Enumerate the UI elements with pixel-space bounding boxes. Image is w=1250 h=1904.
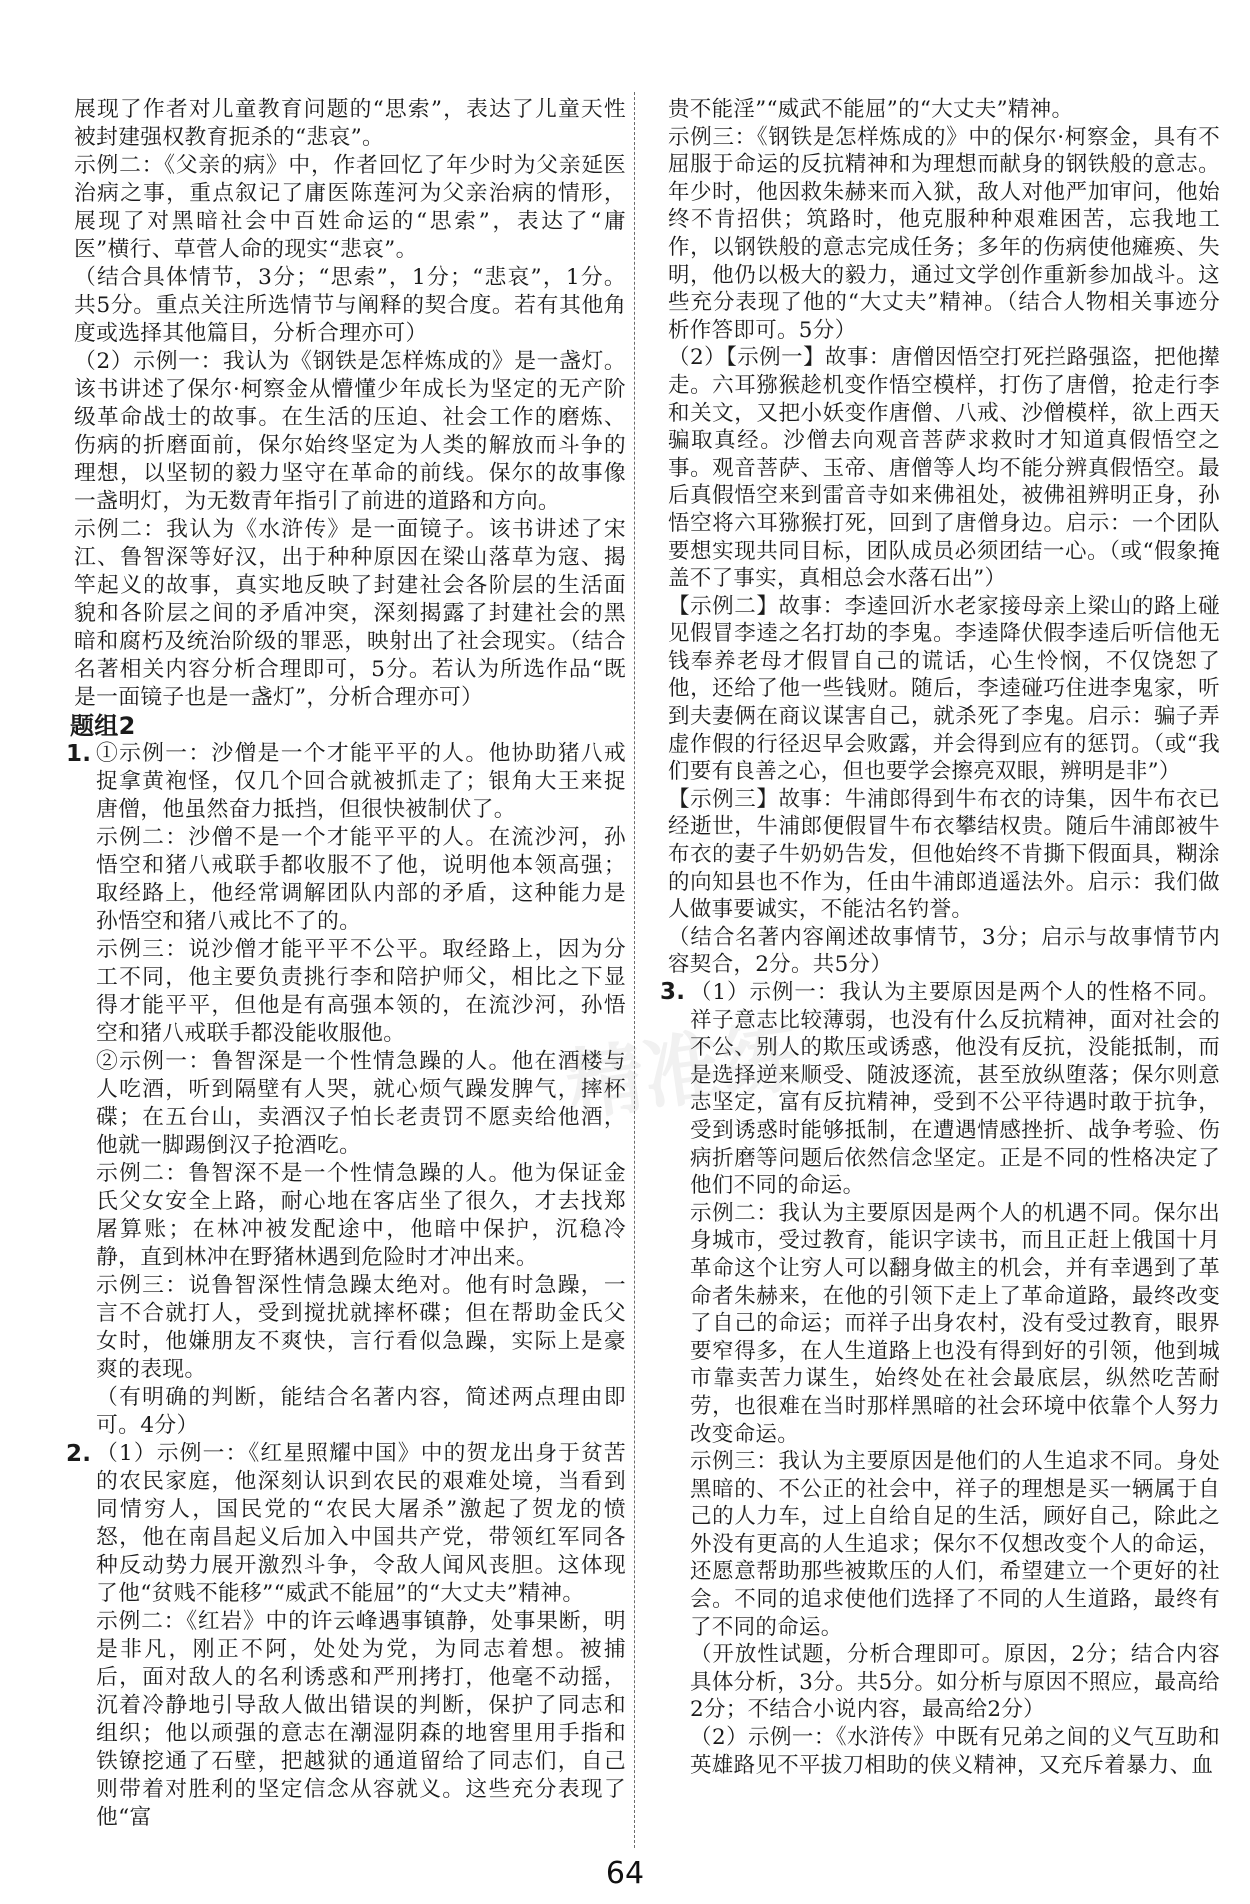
paragraph: 展现了作者对儿童教育问题的“思索”，表达了儿童天性被封建强权教育扼杀的“悲哀”。 <box>74 97 626 150</box>
right-column <box>660 96 1220 1779</box>
paragraph: ②示例一：鲁智深是一个性情急躁的人。他在酒楼与人吃酒，听到隔壁有人哭，就心烦气躁发脾气，摔杯碟；在五台山，卖酒汉子怕长老责罚不愿卖给他酒，他就一脚踢倒汉子抢酒吃。 <box>96 1049 626 1158</box>
paragraph: ①示例一：沙僧是一个才能平平的人。他协助猪八戒捉拿黄袍怪，仅几个回合就被抓走了；银角大王来捉唐僧，他虽然奋力抵挡，但很快被制伏了。 <box>96 741 626 822</box>
paragraph: 示例三：我认为主要原因是他们的人生追求不同。身处黑暗的、不公正的社会中，祥子的理想是买一辆属于自己的人力车，过上自给自足的生活，顾好自己，除此之外没有更高的人生追求；保尔不仅想改变个人的命运，还愿意帮助那些被欺压的人们，希望建立一个更好的社会。不同的追求使他们选择了不同的人生道路，最终有了不同的命运。 <box>690 1449 1220 1640</box>
paragraph: （1）示例一：《红星照耀中国》中的贺龙出身于贫苦的农民家庭，他深刻认识到农民的艰难处境，当看到同情穷人，国民党的“农民大屠杀”激起了贺龙的愤怒，他在南昌起义后加入中国共产党，带领红军同各种反动势力展开激烈斗争，令敌人闻风丧胆。这体现了他“贫贱不能移”“威武不能屈”的“大丈夫”精神。 <box>96 1441 626 1606</box>
page-number: 64 <box>605 1856 645 1891</box>
question-item-1 <box>66 740 626 1440</box>
paragraph: （2）示例一：我认为《钢铁是怎样炼成的》是一盏灯。该书讲述了保尔·柯察金从懵懂少年成长为坚定的无产阶级革命战士的故事。在生活的压迫、社会工作的磨炼、伤病的折磨面前，保尔始终坚定为人类的解放而斗争的理想，以坚韧的毅力坚守在革命的前线。保尔的故事像一盏明灯，为无数青年指引了前进的道路和方向。 <box>74 349 626 514</box>
section-heading: 题组2 <box>70 712 136 740</box>
paragraph: 【示例二】故事：李逵回沂水老家接母亲上梁山的路上碰见假冒李逵之名打劫的李鬼。李逵降伏假李逵后听信他无钱奉养老母才假冒自己的谎话，心生怜悯，不仅饶恕了他，还给了他一些钱财。随后，李逵碰巧住进李鬼家，听到夫妻俩在商议谋害自己，就杀死了李鬼。启示：骗子弄虚作假的行径迟早会败露，并会得到应有的惩罚。（或“我们要有良善之心，但也要学会擦亮双眼，辨明是非”） <box>668 593 1220 785</box>
paragraph: （1）示例一：我认为主要原因是两个人的性格不同。祥子意志比较薄弱，也没有什么反抗精神，面对社会的不公、别人的欺压或诱惑，他没有反抗，没能抵制，而是选择逆来顺受、随波逐流，甚至放纵堕落；保尔则意志坚定，富有反抗精神，受到不公平待遇时敢于抗争，受到诱惑时能够抵制，在遭遇情感挫折、战争考验、伤病折磨等问题后依然信念坚定。正是不同的性格决定了他们不同的命运。 <box>690 980 1220 1199</box>
watermark: 精准练 <box>560 1011 805 1133</box>
left-column <box>66 96 626 1832</box>
paragraph: 示例二：《红岩》中的许云峰遇事镇静，处事果断，明是非凡，刚正不阿，处处为党，为同志着想。被捕后，面对敌人的名利诱惑和严刑拷打，他毫不动摇，沉着冷静地引导敌人做出错误的判断，保护了同志和组织；他以顽强的意志在潮湿阴森的地窖里用手指和铁镣挖通了石壁，把越狱的通道留给了同志们，自己则带着对胜利的坚定信念从容就义。这些充分表现了他“富 <box>96 1609 626 1830</box>
paragraph: 示例三：《钢铁是怎样炼成的》中的保尔·柯察金，具有不屈服于命运的反抗精神和为理想而献身的钢铁般的意志。年少时，他因救朱赫来而入狱，敌人对他严加审问，他始终不肯招供；筑路时，他克服种种艰难困苦，忘我地工作，以钢铁般的意志完成任务；多年的伤病使他瘫痪、失明，他仍以极大的毅力，通过文学创作重新参加战斗。这些充分表现了他的“大丈夫”精神。（结合人物相关事迹分析作答即可。5分） <box>668 124 1220 343</box>
question-number: 1. <box>66 741 92 767</box>
question-number: 3. <box>660 979 686 1005</box>
scoring-note: （结合具体情节，3分；“思索”，1分；“悲哀”，1分。共5分。重点关注所选情节与阐释的契合度。若有其他角度或选择其他篇目，分析合理亦可） <box>74 265 626 346</box>
paragraph: 示例三：说鲁智深性情急躁太绝对。他有时急躁，一言不合就打人，受到搅扰就摔杯碟；但在帮助金氏父女时，他嫌朋友不爽快，言行看似急躁，实际上是豪爽的表现。 <box>96 1273 626 1382</box>
scoring-note: （结合名著内容阐述故事情节，3分；启示与故事情节内容契合，2分。共5分） <box>668 924 1220 978</box>
paragraph: 示例二：鲁智深不是一个性情急躁的人。他为保证金氏父女安全上路，耐心地在客店坐了很久，才去找郑屠算账；在林冲被发配途中，他暗中保护，沉稳冷静，直到林冲在野猪林遇到危险时才冲出来。 <box>96 1161 626 1270</box>
paragraph: 示例三：说沙僧才能平平不公平。取经路上，因为分工不同，他主要负责挑行李和陪护师父，相比之下显得才能平平，但他是有高强本领的，在流沙河，孙悟空和猪八戒联手都没能收服他。 <box>96 937 626 1046</box>
paragraph: 示例二：沙僧不是一个才能平平的人。在流沙河，孙悟空和猪八戒联手都收服不了他，说明他本领高强；取经路上，他经常调解团队内部的矛盾，这种能力是孙悟空和猪八戒比不了的。 <box>96 825 626 934</box>
question-number: 2. <box>66 1441 92 1467</box>
paragraph: 示例二：我认为《水浒传》是一面镜子。该书讲述了宋江、鲁智深等好汉，出于种种原因在梁山落草为寇、揭竿起义的故事，真实地反映了封建社会各阶层的生活面貌和各阶层之间的矛盾冲突，深刻揭露了封建社会的黑暗和腐朽及统治阶级的罪恶，映射出了社会现实。（结合名著相关内容分析合理即可，5分。若认为所选作品“既是一面镜子也是一盏灯”，分析合理亦可） <box>74 517 626 710</box>
paragraph: （2）示例一：《水浒传》中既有兄弟之间的义气互助和英雄路见不平拔刀相助的侠义精神，又充斥着暴力、血 <box>690 1725 1220 1778</box>
paragraph: 贵不能淫”“威武不能屈”的“大丈夫”精神。 <box>668 97 1074 122</box>
scoring-note: （开放性试题，分析合理即可。原因，2分；结合内容具体分析，3分。共5分。如分析与原因不照应，最高给2分；不结合小说内容，最高给2分） <box>690 1642 1220 1723</box>
question-item-3 <box>660 979 1220 1779</box>
paragraph: 【示例三】故事：牛浦郎得到牛布衣的诗集，因牛布衣已经逝世，牛浦郎便假冒牛布衣攀结权贵。随后牛浦郎被牛布衣的妻子牛奶奶告发，但他始终不肯撕下假面具，糊涂的向知县也不作为，任由牛浦郎逍遥法外。启示：我们做人做事要诚实，不能沽名钓誉。 <box>668 786 1220 923</box>
scoring-note: （有明确的判断，能结合名著内容，简述两点理由即可。4分） <box>96 1385 626 1438</box>
paragraph: 示例二：我认为主要原因是两个人的机遇不同。保尔出身城市，受过教育，能识字读书，而且正赶上俄国十月革命这个让穷人可以翻身做主的机会，并有幸遇到了革命者朱赫来，在他的引领下走上了革命道路，最终改变了自己的命运；而祥子出身农村，没有受过教育，眼界要窄得多，在人生道路上也没有得到好的引领，他到城市靠卖苦力谋生，始终处在社会最底层，纵然吃苦耐劳，也很难在当时那样黑暗的社会环境中依靠个人努力改变命运。 <box>690 1200 1220 1447</box>
paragraph: （2）【示例一】故事：唐僧因悟空打死拦路强盗，把他撵走。六耳猕猴趁机变作悟空模样，打伤了唐僧，抢走行李和关文，又把小妖变作唐僧、八戒、沙僧模样，欲上西天骗取真经。沙僧去向观音菩萨求救时才知道真假悟空之事。观音菩萨、玉帝、唐僧等人均不能分辨真假悟空。最后真假悟空来到雷音寺如来佛祖处，被佛祖辨明正身，孙悟空将六耳猕猴打死，回到了唐僧身边。启示：一个团队要想实现共同目标，团队成员必须团结一心。（或“假象掩盖不了事实，真相总会水落石出”） <box>668 345 1220 592</box>
paragraph: 示例二：《父亲的病》中，作者回忆了年少时为父亲延医治病之事，重点叙记了庸医陈莲河为父亲治病的情形，展现了对黑暗社会中百姓命运的“思索”，表达了“庸医”横行、草菅人命的现实“悲哀”。 <box>74 153 626 262</box>
column-divider <box>634 92 635 1848</box>
question-item-2 <box>66 1440 626 1832</box>
